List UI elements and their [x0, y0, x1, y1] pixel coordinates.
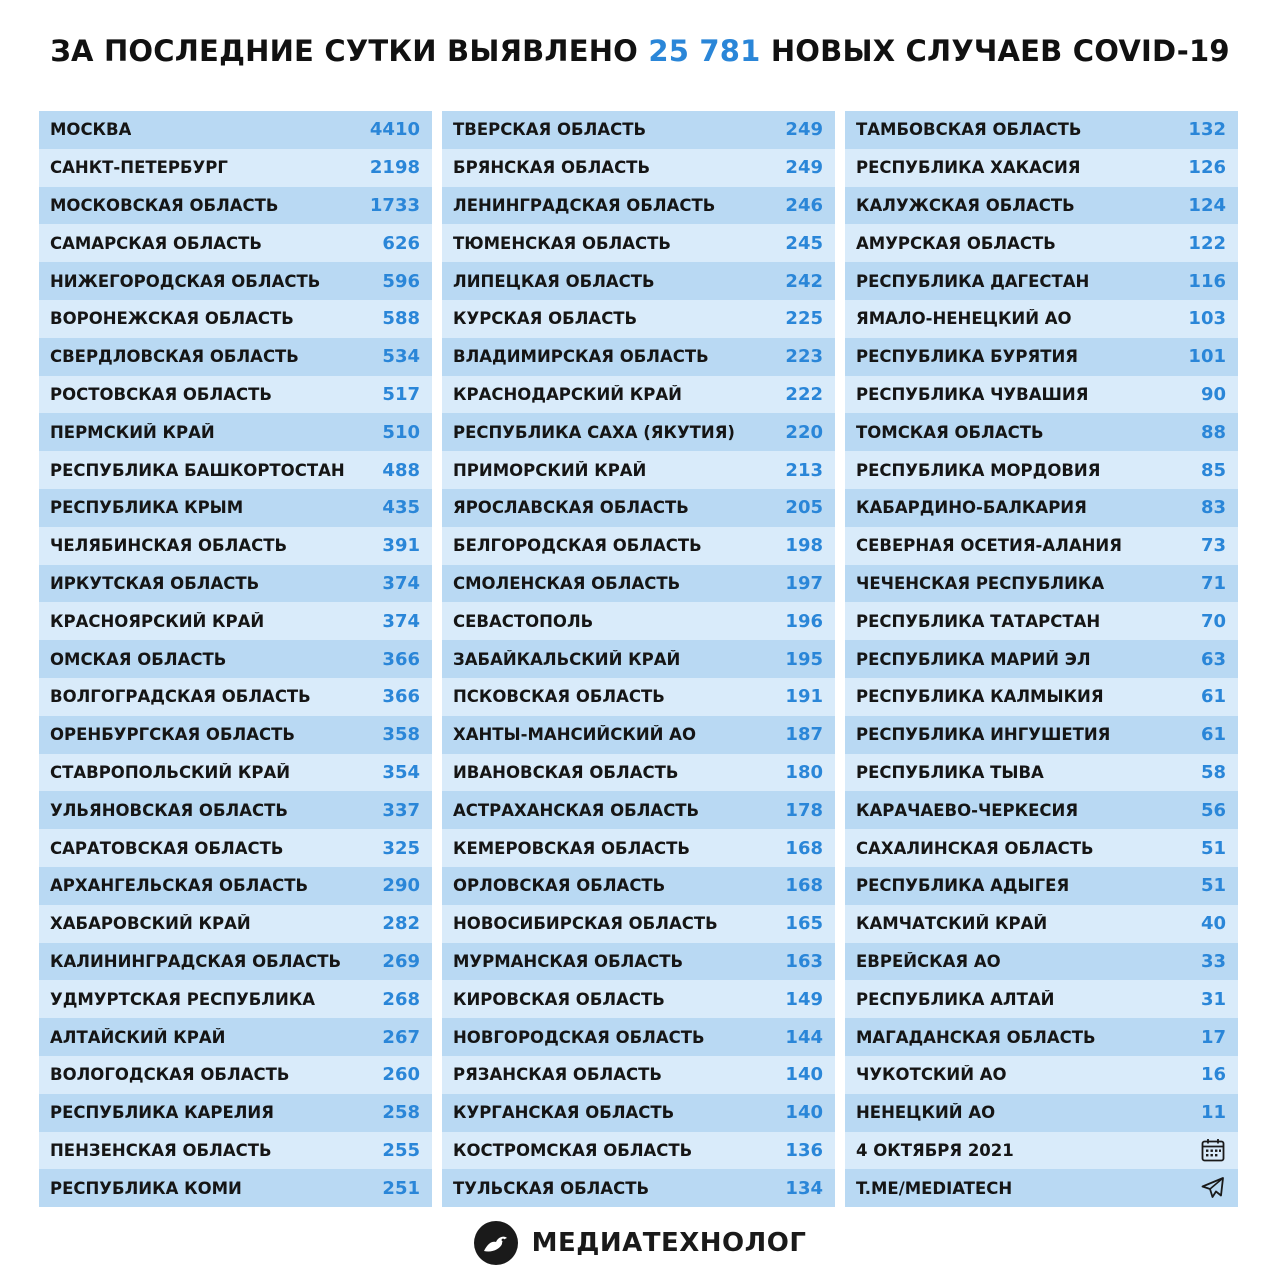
table-row	[39, 829, 432, 867]
table-row	[845, 527, 1238, 565]
region-name: КАБАРДИНО-БАЛКАРИЯ	[856, 498, 1087, 518]
region-name: КАРАЧАЕВО-ЧЕРКЕСИЯ	[856, 800, 1079, 820]
case-count: 51	[1200, 875, 1226, 897]
region-name: 4 ОКТЯБРЯ 2021	[856, 1140, 1014, 1160]
case-count: 510	[382, 421, 420, 443]
case-count: 63	[1200, 648, 1226, 670]
table-row	[39, 791, 432, 829]
table-row	[39, 565, 432, 603]
region-name: ЧЕЧЕНСКАЯ РЕСПУБЛИКА	[856, 573, 1105, 593]
region-name: АРХАНГЕЛЬСКАЯ ОБЛАСТЬ	[50, 876, 309, 896]
table-row	[442, 1056, 835, 1094]
case-count: 391	[382, 535, 420, 557]
table-row	[39, 754, 432, 792]
case-count: 196	[785, 610, 823, 632]
table-row	[39, 149, 432, 187]
region-name: РЕСПУБЛИКА КАЛМЫКИЯ	[856, 687, 1104, 707]
case-count: 4410	[369, 119, 420, 141]
table-row	[845, 1056, 1238, 1094]
calendar-icon	[1200, 1137, 1226, 1163]
case-count: 222	[785, 383, 823, 405]
region-name: РЕСПУБЛИКА ТАТАРСТАН	[856, 611, 1101, 631]
region-name: СТАВРОПОЛЬСКИЙ КРАЙ	[50, 762, 291, 782]
case-count: 180	[785, 761, 823, 783]
region-name: ИВАНОВСКАЯ ОБЛАСТЬ	[453, 762, 679, 782]
table-row	[442, 905, 835, 943]
region-name: ТВЕРСКАЯ ОБЛАСТЬ	[453, 120, 647, 140]
table-row	[442, 867, 835, 905]
table-row	[39, 1056, 432, 1094]
table-row	[442, 1094, 835, 1132]
case-count: 366	[382, 648, 420, 670]
case-count: 374	[382, 572, 420, 594]
table-row	[845, 451, 1238, 489]
case-count: 40	[1200, 913, 1226, 935]
case-count: 260	[382, 1064, 420, 1086]
table-row	[39, 338, 432, 376]
case-count: 83	[1200, 497, 1226, 519]
case-count: 213	[785, 459, 823, 481]
region-name: АМУРСКАЯ ОБЛАСТЬ	[856, 233, 1056, 253]
table-row	[442, 338, 835, 376]
case-count: 626	[382, 232, 420, 254]
table-row	[845, 791, 1238, 829]
table-row	[442, 489, 835, 527]
region-name: ВЛАДИМИРСКАЯ ОБЛАСТЬ	[453, 347, 709, 367]
table-row	[442, 716, 835, 754]
table-row	[39, 867, 432, 905]
region-name: ЕВРЕЙСКАЯ АО	[856, 951, 1001, 971]
table-row	[39, 905, 432, 943]
region-name: ОРЛОВСКАЯ ОБЛАСТЬ	[453, 876, 666, 896]
region-name: ТАМБОВСКАЯ ОБЛАСТЬ	[856, 120, 1082, 140]
region-name: ХАНТЫ-МАНСИЙСКИЙ АО	[453, 725, 696, 745]
region-name: T.ME/MEDIATECH	[856, 1178, 1013, 1198]
case-count: 168	[785, 875, 823, 897]
case-count: 205	[785, 497, 823, 519]
table-row	[39, 489, 432, 527]
region-name: МОСКВА	[50, 120, 132, 140]
table-row	[845, 1018, 1238, 1056]
case-count: 90	[1200, 383, 1226, 405]
case-count: 596	[382, 270, 420, 292]
case-count: 134	[785, 1177, 823, 1199]
table-row	[845, 489, 1238, 527]
case-count: 51	[1200, 837, 1226, 859]
case-count: 73	[1200, 535, 1226, 557]
table-row	[845, 980, 1238, 1018]
table-row	[39, 451, 432, 489]
table-row	[442, 791, 835, 829]
case-count: 251	[382, 1177, 420, 1199]
case-count: 354	[382, 761, 420, 783]
region-name: СЕВАСТОПОЛЬ	[453, 611, 594, 631]
region-name: КУРГАНСКАЯ ОБЛАСТЬ	[453, 1103, 675, 1123]
case-count: 70	[1200, 610, 1226, 632]
title-text-after: НОВЫХ СЛУЧАЕВ COVID-19	[760, 34, 1230, 68]
table-row	[442, 527, 835, 565]
case-count: 17	[1200, 1026, 1226, 1048]
case-count: 103	[1188, 308, 1226, 330]
table-row	[442, 565, 835, 603]
table-row	[39, 678, 432, 716]
column-1	[39, 111, 432, 1207]
region-name: ЯРОСЛАВСКАЯ ОБЛАСТЬ	[453, 498, 689, 518]
case-count: 282	[382, 913, 420, 935]
region-name: ОРЕНБУРГСКАЯ ОБЛАСТЬ	[50, 725, 295, 745]
region-name: РЕСПУБЛИКА САХА (ЯКУТИЯ)	[453, 422, 735, 442]
table-row	[845, 1094, 1238, 1132]
region-name: РЕСПУБЛИКА ХАКАСИЯ	[856, 158, 1081, 178]
case-count: 71	[1200, 572, 1226, 594]
table-row	[845, 867, 1238, 905]
region-name: ВОЛГОГРАДСКАЯ ОБЛАСТЬ	[50, 687, 311, 707]
table-row	[845, 602, 1238, 640]
case-count: 11	[1200, 1102, 1226, 1124]
table-row	[442, 149, 835, 187]
case-count: 124	[1188, 194, 1226, 216]
table-row	[39, 1094, 432, 1132]
region-name: СМОЛЕНСКАЯ ОБЛАСТЬ	[453, 573, 681, 593]
table-row	[39, 1132, 432, 1170]
region-name: ОМСКАЯ ОБЛАСТЬ	[50, 649, 227, 669]
region-name: РОСТОВСКАЯ ОБЛАСТЬ	[50, 384, 272, 404]
table-row	[442, 640, 835, 678]
region-name: АЛТАЙСКИЙ КРАЙ	[50, 1027, 226, 1047]
region-name: РЕСПУБЛИКА МОРДОВИЯ	[856, 460, 1101, 480]
case-count: 225	[785, 308, 823, 330]
case-count: 165	[785, 913, 823, 935]
case-count: 258	[382, 1102, 420, 1124]
case-count: 534	[382, 346, 420, 368]
table-row	[845, 1169, 1238, 1207]
region-name: ИРКУТСКАЯ ОБЛАСТЬ	[50, 573, 260, 593]
region-name: ПЕНЗЕНСКАЯ ОБЛАСТЬ	[50, 1140, 272, 1160]
table-row	[39, 376, 432, 414]
region-name: КЕМЕРОВСКАЯ ОБЛАСТЬ	[453, 838, 690, 858]
table-row	[39, 716, 432, 754]
region-name: ПРИМОРСКИЙ КРАЙ	[453, 460, 647, 480]
table-row	[845, 376, 1238, 414]
region-name: МАГАДАНСКАЯ ОБЛАСТЬ	[856, 1027, 1096, 1047]
region-name: РЕСПУБЛИКА ЧУВАШИЯ	[856, 384, 1089, 404]
table-row	[442, 451, 835, 489]
region-name: РЕСПУБЛИКА КАРЕЛИЯ	[50, 1103, 274, 1123]
case-count: 255	[382, 1139, 420, 1161]
region-name: ЗАБАЙКАЛЬСКИЙ КРАЙ	[453, 649, 681, 669]
table-row	[845, 262, 1238, 300]
region-name: КОСТРОМСКАЯ ОБЛАСТЬ	[453, 1140, 693, 1160]
case-count: 56	[1200, 799, 1226, 821]
region-name: КАЛИНИНГРАДСКАЯ ОБЛАСТЬ	[50, 951, 342, 971]
table-row	[845, 300, 1238, 338]
table-row	[39, 1169, 432, 1207]
table-row	[39, 187, 432, 225]
table-row	[845, 338, 1238, 376]
case-count: 149	[785, 988, 823, 1010]
table-row	[845, 111, 1238, 149]
table-row	[442, 111, 835, 149]
region-name: АСТРАХАНСКАЯ ОБЛАСТЬ	[453, 800, 700, 820]
case-count: 163	[785, 950, 823, 972]
table-row	[442, 602, 835, 640]
region-name: САНКТ-ПЕТЕРБУРГ	[50, 158, 228, 178]
region-name: КУРСКАЯ ОБЛАСТЬ	[453, 309, 638, 329]
case-count: 588	[382, 308, 420, 330]
case-count: 223	[785, 346, 823, 368]
case-count: 88	[1200, 421, 1226, 443]
case-count: 267	[382, 1026, 420, 1048]
table-row	[39, 224, 432, 262]
region-name: НОВОСИБИРСКАЯ ОБЛАСТЬ	[453, 914, 718, 934]
region-name: ПСКОВСКАЯ ОБЛАСТЬ	[453, 687, 665, 707]
region-name: ЧЕЛЯБИНСКАЯ ОБЛАСТЬ	[50, 536, 288, 556]
region-name: РЕСПУБЛИКА ТЫВА	[856, 762, 1044, 782]
table-row	[442, 1018, 835, 1056]
region-name: КИРОВСКАЯ ОБЛАСТЬ	[453, 989, 665, 1009]
region-name: МОСКОВСКАЯ ОБЛАСТЬ	[50, 195, 279, 215]
region-name: НИЖЕГОРОДСКАЯ ОБЛАСТЬ	[50, 271, 321, 291]
case-count: 31	[1200, 988, 1226, 1010]
case-count: 325	[382, 837, 420, 859]
column-2	[442, 111, 835, 1207]
table-row	[442, 413, 835, 451]
table-row	[39, 527, 432, 565]
case-count: 249	[785, 157, 823, 179]
case-count: 191	[785, 686, 823, 708]
region-name: ЛЕНИНГРАДСКАЯ ОБЛАСТЬ	[453, 195, 716, 215]
table-row	[442, 943, 835, 981]
region-name: РЕСПУБЛИКА БАШКОРТОСТАН	[50, 460, 345, 480]
table-row	[845, 224, 1238, 262]
table-row	[845, 905, 1238, 943]
case-count: 246	[785, 194, 823, 216]
case-count: 33	[1200, 950, 1226, 972]
table-row	[39, 602, 432, 640]
case-count: 116	[1188, 270, 1226, 292]
case-count: 61	[1200, 686, 1226, 708]
table-row	[39, 111, 432, 149]
region-name: РЕСПУБЛИКА КОМИ	[50, 1178, 242, 1198]
table-row	[442, 262, 835, 300]
case-count: 168	[785, 837, 823, 859]
region-name: КРАСНОДАРСКИЙ КРАЙ	[453, 384, 682, 404]
total-cases-number: 25 781	[648, 34, 761, 68]
region-name: РЕСПУБЛИКА МАРИЙ ЭЛ	[856, 649, 1091, 669]
table-row	[442, 376, 835, 414]
table-row	[442, 678, 835, 716]
table-row	[39, 413, 432, 451]
case-count: 2198	[369, 157, 420, 179]
region-name: НЕНЕЦКИЙ АО	[856, 1103, 996, 1123]
case-count: 358	[382, 724, 420, 746]
region-name: РЕСПУБЛИКА КРЫМ	[50, 498, 244, 518]
table-row	[39, 943, 432, 981]
case-count: 16	[1200, 1064, 1226, 1086]
case-count: 58	[1200, 761, 1226, 783]
telegram-icon[interactable]	[1200, 1175, 1226, 1201]
region-name: САХАЛИНСКАЯ ОБЛАСТЬ	[856, 838, 1094, 858]
region-name: ТОМСКАЯ ОБЛАСТЬ	[856, 422, 1044, 442]
region-name: ЯМАЛО-НЕНЕЦКИЙ АО	[856, 309, 1072, 329]
table-row	[442, 1132, 835, 1170]
table-row	[845, 413, 1238, 451]
table-row	[442, 829, 835, 867]
case-count: 269	[382, 950, 420, 972]
table-row	[845, 754, 1238, 792]
case-count: 61	[1200, 724, 1226, 746]
table-row	[845, 716, 1238, 754]
case-count: 136	[785, 1139, 823, 1161]
page-title	[0, 34, 1280, 68]
case-count: 85	[1200, 459, 1226, 481]
region-name: НОВГОРОДСКАЯ ОБЛАСТЬ	[453, 1027, 705, 1047]
region-name: РЕСПУБЛИКА БУРЯТИЯ	[856, 347, 1078, 367]
table-row	[442, 754, 835, 792]
table-row	[845, 149, 1238, 187]
table-row	[845, 640, 1238, 678]
column-3	[845, 111, 1238, 1207]
case-count: 187	[785, 724, 823, 746]
region-name: ЧУКОТСКИЙ АО	[856, 1065, 1007, 1085]
regions-table	[39, 111, 1238, 1207]
region-name: ВОРОНЕЖСКАЯ ОБЛАСТЬ	[50, 309, 294, 329]
case-count: 140	[785, 1064, 823, 1086]
case-count: 249	[785, 119, 823, 141]
region-name: ТЮМЕНСКАЯ ОБЛАСТЬ	[453, 233, 671, 253]
region-name: КАЛУЖСКАЯ ОБЛАСТЬ	[856, 195, 1075, 215]
table-row	[442, 300, 835, 338]
table-row	[442, 224, 835, 262]
table-row	[39, 980, 432, 1018]
region-name: УДМУРТСКАЯ РЕСПУБЛИКА	[50, 989, 316, 1009]
table-row	[845, 1132, 1238, 1170]
case-count: 245	[785, 232, 823, 254]
region-name: РЕСПУБЛИКА ДАГЕСТАН	[856, 271, 1090, 291]
region-name: ЛИПЕЦКАЯ ОБЛАСТЬ	[453, 271, 655, 291]
table-row	[845, 678, 1238, 716]
table-row	[845, 829, 1238, 867]
case-count: 374	[382, 610, 420, 632]
table-row	[442, 1169, 835, 1207]
table-row	[845, 187, 1238, 225]
case-count: 242	[785, 270, 823, 292]
case-count: 366	[382, 686, 420, 708]
region-name: КАМЧАТСКИЙ КРАЙ	[856, 914, 1048, 934]
region-name: ПЕРМСКИЙ КРАЙ	[50, 422, 215, 442]
region-name: ВОЛОГОДСКАЯ ОБЛАСТЬ	[50, 1065, 290, 1085]
region-name: БРЯНСКАЯ ОБЛАСТЬ	[453, 158, 651, 178]
mediatech-logo-icon	[474, 1221, 518, 1265]
case-count: 197	[785, 572, 823, 594]
table-row	[39, 1018, 432, 1056]
case-count: 195	[785, 648, 823, 670]
title-text-before: ЗА ПОСЛЕДНИЕ СУТКИ ВЫЯВЛЕНО	[50, 34, 649, 68]
case-count: 140	[785, 1102, 823, 1124]
case-count: 290	[382, 875, 420, 897]
region-name: СВЕРДЛОВСКАЯ ОБЛАСТЬ	[50, 347, 299, 367]
brand-name: МЕДИАТЕХНОЛОГ	[531, 1228, 807, 1258]
table-row	[442, 187, 835, 225]
region-name: РЕСПУБЛИКА АДЫГЕЯ	[856, 876, 1070, 896]
table-row	[845, 565, 1238, 603]
table-row	[845, 943, 1238, 981]
region-name: САМАРСКАЯ ОБЛАСТЬ	[50, 233, 262, 253]
case-count: 132	[1188, 119, 1226, 141]
table-row	[39, 640, 432, 678]
region-name: УЛЬЯНОВСКАЯ ОБЛАСТЬ	[50, 800, 288, 820]
case-count: 337	[382, 799, 420, 821]
case-count: 122	[1188, 232, 1226, 254]
case-count: 126	[1188, 157, 1226, 179]
case-count: 101	[1188, 346, 1226, 368]
region-name: ТУЛЬСКАЯ ОБЛАСТЬ	[453, 1178, 650, 1198]
case-count: 144	[785, 1026, 823, 1048]
region-name: РЕСПУБЛИКА ИНГУШЕТИЯ	[856, 725, 1111, 745]
case-count: 435	[382, 497, 420, 519]
case-count: 198	[785, 535, 823, 557]
region-name: ХАБАРОВСКИЙ КРАЙ	[50, 914, 251, 934]
table-row	[442, 980, 835, 1018]
region-name: КРАСНОЯРСКИЙ КРАЙ	[50, 611, 265, 631]
case-count: 517	[382, 383, 420, 405]
table-row	[39, 262, 432, 300]
table-row	[39, 300, 432, 338]
case-count: 1733	[369, 194, 420, 216]
region-name: РЕСПУБЛИКА АЛТАЙ	[856, 989, 1055, 1009]
case-count: 268	[382, 988, 420, 1010]
region-name: РЯЗАНСКАЯ ОБЛАСТЬ	[453, 1065, 662, 1085]
region-name: МУРМАНСКАЯ ОБЛАСТЬ	[453, 951, 684, 971]
case-count: 488	[382, 459, 420, 481]
region-name: БЕЛГОРОДСКАЯ ОБЛАСТЬ	[453, 536, 702, 556]
region-name: САРАТОВСКАЯ ОБЛАСТЬ	[50, 838, 284, 858]
case-count: 178	[785, 799, 823, 821]
case-count: 220	[785, 421, 823, 443]
region-name: СЕВЕРНАЯ ОСЕТИЯ-АЛАНИЯ	[856, 536, 1122, 556]
footer	[0, 1218, 1280, 1268]
